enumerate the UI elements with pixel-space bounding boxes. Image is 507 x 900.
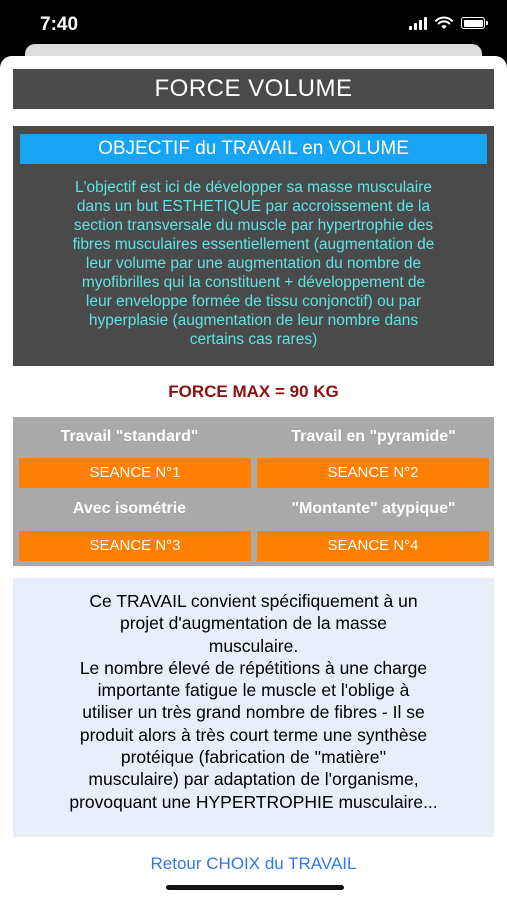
objective-description xyxy=(21,178,486,349)
session-1-button[interactable]: SEANCE N°1 xyxy=(19,458,251,488)
objective-line: myofibrilles qui la constituent + développement de xyxy=(81,274,426,291)
objective-line: certains cas rares) xyxy=(189,331,318,348)
session-1-label: Travail "standard" xyxy=(60,428,199,445)
info-line: Le nombre élevé de répétitions à une charge xyxy=(79,657,428,678)
session-3-label: Avec isométrie xyxy=(72,500,187,517)
info-line: protéique (fabrication de ''matière'' xyxy=(120,747,387,768)
info-line: musculaire) par adaptation de l'organisme, xyxy=(88,769,419,790)
objective-line: section transversale du muscle par hypertrophie des xyxy=(73,217,434,234)
session-4-button[interactable]: SEANCE N°4 xyxy=(257,531,489,561)
info-description xyxy=(19,590,488,813)
objective-line: leur enveloppe formée de tissu conjonctif) ou par xyxy=(85,293,422,310)
status-bar xyxy=(0,0,507,50)
info-line: produit alors à très court terme une synthèse xyxy=(79,724,428,745)
session-2-button[interactable]: SEANCE N°2 xyxy=(257,458,489,488)
status-icons xyxy=(409,16,485,30)
home-indicator[interactable] xyxy=(166,885,344,890)
session-3-button[interactable]: SEANCE N°3 xyxy=(19,531,251,561)
force-max-label: FORCE MAX = 90 KG xyxy=(168,382,339,401)
info-line: projet d'augmentation de la masse xyxy=(120,613,387,634)
info-line: utiliser un très grand nombre de fibres - Il se xyxy=(82,702,425,723)
objective-panel xyxy=(13,126,494,366)
objective-line: dans un but ESTHETIQUE par accroissement de la xyxy=(76,198,431,215)
objective-line: leur volume par une augmentation du nombre de xyxy=(85,255,422,272)
session-2-label: Travail en "pyramide" xyxy=(291,428,456,445)
objective-line: fibres musculaires essentiellement (augmentation de xyxy=(72,236,435,253)
back-to-work-choice-link[interactable]: Retour CHOIX du TRAVAIL xyxy=(150,854,357,873)
session-4-label: "Montante" atypique" xyxy=(291,500,456,517)
info-line: musculaire. xyxy=(208,635,299,656)
wifi-icon xyxy=(435,16,453,30)
objective-line: hyperplasie (augmentation de leur nombre dans xyxy=(88,312,419,329)
info-line: Ce TRAVAIL convient spécifiquement à un xyxy=(89,591,418,611)
cellular-signal-icon xyxy=(409,16,427,30)
info-panel xyxy=(13,578,494,837)
objective-header: OBJECTIF du TRAVAIL en VOLUME xyxy=(20,134,487,164)
info-line: provoquant une HYPERTROPHIE musculaire... xyxy=(69,791,438,812)
objective-line: L'objectif est ici de développer sa masse musculaire xyxy=(74,179,433,196)
modal-sheet xyxy=(0,56,507,900)
page-title: FORCE VOLUME xyxy=(13,69,494,109)
sessions-panel xyxy=(13,417,494,566)
battery-icon xyxy=(461,17,485,29)
status-time: 7:40 xyxy=(40,14,79,35)
info-line: importante fatigue le muscle et l'oblige à xyxy=(97,680,410,701)
